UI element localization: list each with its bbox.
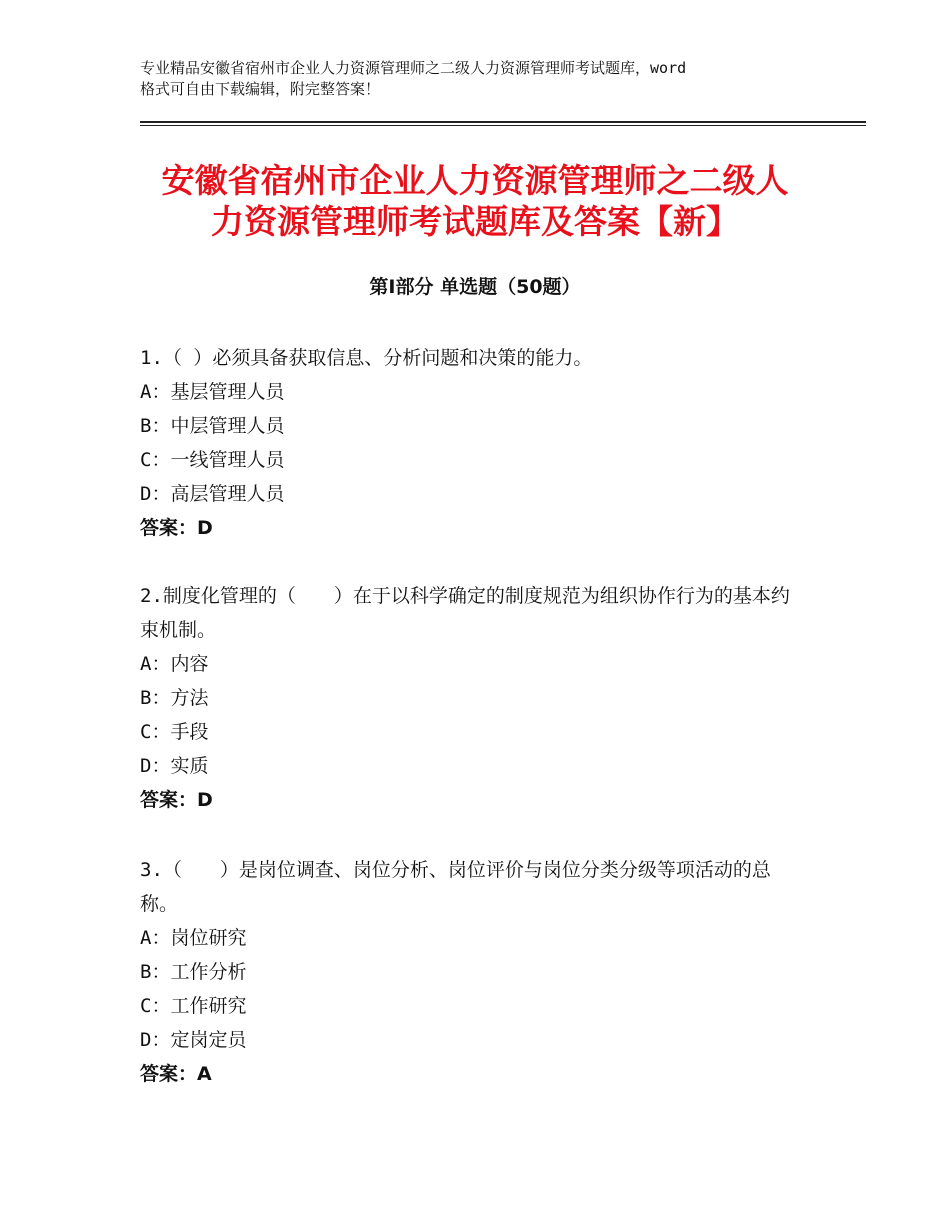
option-c: C：工作研究 (140, 995, 247, 1017)
option-b: B：方法 (140, 687, 209, 709)
header-divider-thin (140, 125, 866, 126)
question-3 (140, 853, 805, 1091)
option-b: B：中层管理人员 (140, 415, 285, 437)
option-a: A：岗位研究 (140, 927, 247, 949)
option-c: C：一线管理人员 (140, 449, 285, 471)
answer: 答案：D (140, 789, 213, 811)
header-note-line-1: 专业精品安徽省宿州市企业人力资源管理师之二级人力资源管理师考试题库，word (140, 59, 687, 77)
option-a: A：内容 (140, 653, 209, 675)
answer: 答案：D (140, 517, 213, 539)
header-divider-thick (140, 121, 866, 123)
option-b: B：工作分析 (140, 961, 247, 983)
option-c: C：手段 (140, 721, 209, 743)
question-1 (140, 341, 805, 545)
option-a: A：基层管理人员 (140, 381, 285, 403)
question-stem: 2.制度化管理的（ ）在于以科学确定的制度规范为组织协作行为的基本约束机制。 (140, 585, 790, 641)
document-title (140, 160, 810, 242)
question-stem: 3.（ ）是岗位调查、岗位分析、岗位评价与岗位分类分级等项活动的总称。 (140, 859, 771, 915)
document-title-line-2: 力资源管理师考试题库及答案【新】 (211, 202, 739, 241)
option-d: D：实质 (140, 755, 209, 777)
section-title: 第Ⅰ部分 单选题（50题） (369, 276, 581, 298)
header-note-line-2: 格式可自由下载编辑，附完整答案！ (140, 80, 381, 98)
document-title-line-1: 安徽省宿州市企业人力资源管理师之二级人 (161, 161, 789, 200)
question-2 (140, 579, 805, 817)
answer: 答案：A (140, 1063, 212, 1085)
question-stem: 1.（ ）必须具备获取信息、分析问题和决策的能力。 (140, 347, 593, 369)
header-note (140, 58, 840, 100)
option-d: D：定岗定员 (140, 1029, 247, 1051)
option-d: D：高层管理人员 (140, 483, 285, 505)
